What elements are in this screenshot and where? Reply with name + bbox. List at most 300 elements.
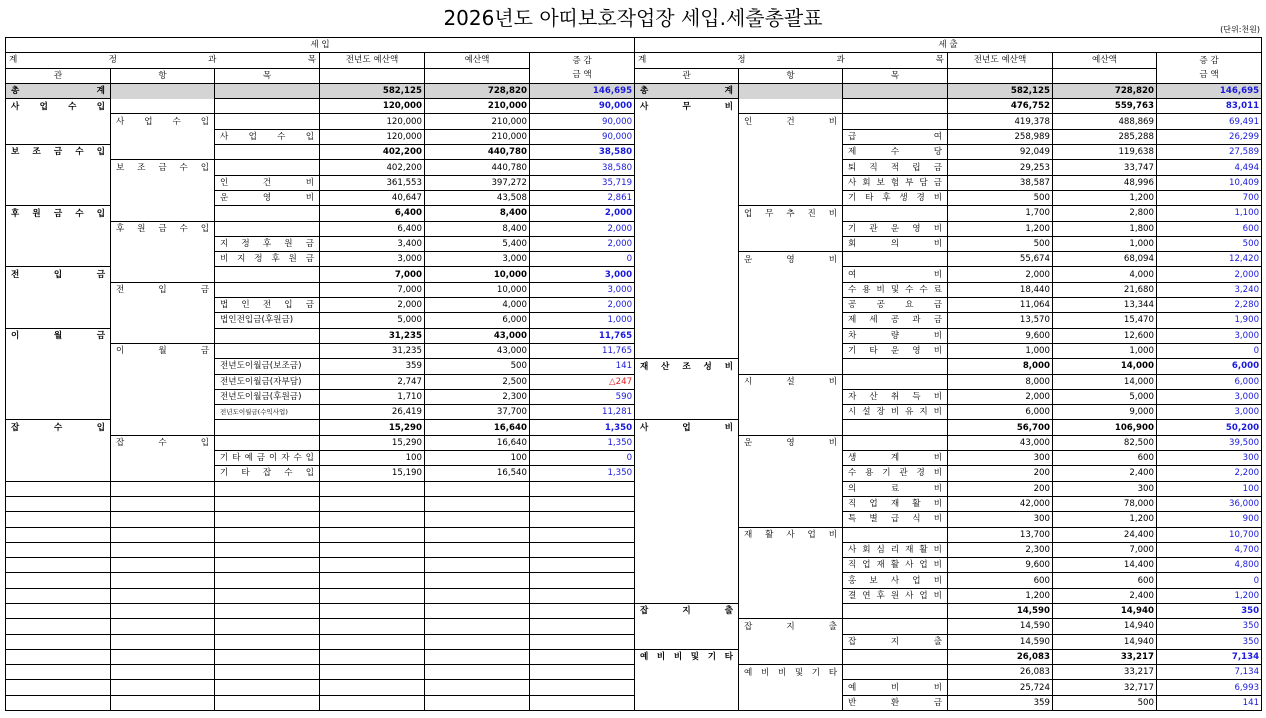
budget-cell: 43,000	[425, 343, 530, 358]
diff-cell: 3,000	[1157, 405, 1262, 420]
prev-budget-cell: 18,440	[948, 282, 1053, 297]
prev-budget-cell: 15,290	[320, 435, 425, 450]
gwan-cell	[635, 160, 739, 175]
mok-cell: 제 수 당	[843, 145, 948, 160]
header-row	[6, 53, 635, 68]
mok-cell	[843, 420, 948, 435]
hang-cell	[111, 328, 215, 343]
diff-cell: 11,281	[530, 405, 635, 420]
gwan-cell	[635, 542, 739, 557]
empty-cell	[6, 603, 111, 618]
mok-cell: 특 별 급 식 비	[843, 512, 948, 527]
diff-cell: 300	[1157, 451, 1262, 466]
prev-budget-cell: 13,700	[948, 527, 1053, 542]
budget-cell: 14,940	[1053, 634, 1157, 649]
empty-cell	[6, 512, 111, 527]
gwan-cell	[635, 435, 739, 450]
gwan-cell: 예 비 비 및 기 타	[635, 649, 739, 664]
hang-cell	[739, 634, 843, 649]
empty-cell	[111, 603, 215, 618]
mok-cell	[215, 160, 320, 175]
prev-budget-cell: 31,235	[320, 328, 425, 343]
empty-row	[6, 558, 635, 573]
budget-cell: 1,800	[1053, 221, 1157, 236]
mok-cell: 직 업 재 활 비	[843, 496, 948, 511]
budget-cell: 3,000	[425, 252, 530, 267]
hang-cell	[739, 145, 843, 160]
diff-cell: 6,000	[1157, 374, 1262, 389]
prev-budget-cell: 2,000	[320, 298, 425, 313]
diff-cell: 2,280	[1157, 298, 1262, 313]
mok-cell: 여 비	[843, 267, 948, 282]
prev-budget-cell: 582,125	[320, 83, 425, 98]
mok-cell: 사 업 수 입	[215, 129, 320, 144]
budget-cell: 728,820	[1053, 83, 1157, 98]
hang-cell	[739, 405, 843, 420]
budget-cell: 8,400	[425, 221, 530, 236]
budget-cell: 43,508	[425, 190, 530, 205]
diff-cell: 2,000	[530, 206, 635, 221]
section-header-row	[6, 38, 635, 53]
gwan-cell	[635, 512, 739, 527]
empty-cell	[215, 634, 320, 649]
empty-cell	[6, 558, 111, 573]
table-row	[635, 160, 1262, 175]
empty-cell	[320, 665, 425, 680]
gwan-cell	[6, 466, 111, 481]
prev-budget-cell: 6,000	[948, 405, 1053, 420]
hang-cell	[739, 343, 843, 358]
budget-cell: 559,763	[1053, 99, 1157, 114]
gwan-cell	[6, 374, 111, 389]
hang-cell	[739, 649, 843, 664]
diff-cell: 2,000	[530, 298, 635, 313]
gwan-cell	[635, 481, 739, 496]
gwan-cell	[6, 451, 111, 466]
empty-cell	[320, 496, 425, 511]
empty-cell	[111, 481, 215, 496]
table-row	[635, 527, 1262, 542]
gwan-cell: 후 원 금 수 입	[6, 206, 111, 221]
gwan-cell	[635, 466, 739, 481]
budget-cell: 2,400	[1053, 466, 1157, 481]
prev-budget-cell: 600	[948, 573, 1053, 588]
diff-cell: 141	[1157, 695, 1262, 710]
budget-cell: 82,500	[1053, 435, 1157, 450]
table-row	[635, 496, 1262, 511]
mok-cell: 수 용 기 관 경 비	[843, 466, 948, 481]
gwan-cell	[635, 665, 739, 680]
gwan-cell: 사 업 수 입	[6, 99, 111, 114]
mok-cell: 기 관 운 영 비	[843, 221, 948, 236]
hang-cell	[739, 129, 843, 144]
hang-cell	[111, 405, 215, 420]
budget-cell: 100	[425, 451, 530, 466]
diff-cell: 0	[530, 252, 635, 267]
gwan-cell	[635, 680, 739, 695]
prev-budget-cell: 200	[948, 466, 1053, 481]
header-row	[635, 53, 1262, 68]
budget-cell: 16,640	[425, 420, 530, 435]
gwan-cell: 잡 지 출	[635, 603, 739, 618]
gwan-cell	[635, 405, 739, 420]
budget-cell: 2,800	[1053, 206, 1157, 221]
empty-cell	[425, 573, 530, 588]
empty-cell	[320, 695, 425, 710]
diff-cell: △247	[530, 374, 635, 389]
prev-budget-cell: 11,064	[948, 298, 1053, 313]
mok-cell: 사 회 보 험 부 담 금	[843, 175, 948, 190]
diff-cell: 2,000	[1157, 267, 1262, 282]
hang-cell	[739, 680, 843, 695]
budget-cell: 33,217	[1053, 649, 1157, 664]
gwan-cell: 잡 수 입	[6, 420, 111, 435]
hang-cell	[739, 83, 843, 98]
empty-row	[6, 680, 635, 695]
mok-cell	[215, 267, 320, 282]
table-row	[635, 389, 1262, 404]
table-row	[635, 649, 1262, 664]
empty-cell	[425, 619, 530, 634]
empty-cell	[530, 680, 635, 695]
prev-budget-cell: 6,400	[320, 206, 425, 221]
budget-cell: 488,869	[1053, 114, 1157, 129]
account-header-char: 정	[737, 55, 746, 66]
prev-budget-cell: 300	[948, 512, 1053, 527]
hang-cell	[111, 129, 215, 144]
mok-cell: 전년도이월금(후원금)	[215, 389, 320, 404]
budget-cell: 300	[1053, 481, 1157, 496]
gwan-cell	[635, 114, 739, 129]
empty-cell	[215, 527, 320, 542]
empty-cell	[6, 634, 111, 649]
table-row	[6, 206, 635, 221]
diff-cell: 3,000	[1157, 389, 1262, 404]
gwan-cell	[6, 282, 111, 297]
prev-budget-cell: 1,700	[948, 206, 1053, 221]
empty-row	[6, 603, 635, 618]
gwan-cell	[635, 145, 739, 160]
mok-cell	[215, 99, 320, 114]
diff-cell: 1,350	[530, 420, 635, 435]
empty-cell	[530, 649, 635, 664]
hang-cell: 보 조 금 수 입	[111, 160, 215, 175]
account-header-char: 목	[935, 55, 944, 66]
hang-cell	[111, 420, 215, 435]
gwan-cell: 재 산 조 성 비	[635, 359, 739, 374]
empty-cell	[6, 695, 111, 710]
table-row	[6, 435, 635, 450]
diff-cell: 3,240	[1157, 282, 1262, 297]
table-row	[635, 619, 1262, 634]
diff-cell: 0	[1157, 343, 1262, 358]
empty-cell	[111, 496, 215, 511]
diff-cell: 146,695	[530, 83, 635, 98]
diff-cell: 350	[1157, 603, 1262, 618]
diff-cell: 500	[1157, 236, 1262, 251]
budget-cell: 14,400	[1053, 558, 1157, 573]
budget-cell: 600	[1053, 573, 1157, 588]
gwan-cell	[6, 252, 111, 267]
table-row	[635, 451, 1262, 466]
hang-cell	[739, 160, 843, 175]
hang-cell	[111, 99, 215, 114]
gwan-cell	[635, 129, 739, 144]
table-row	[6, 83, 635, 98]
empty-cell	[425, 542, 530, 557]
table-row	[6, 190, 635, 205]
mok-cell	[215, 420, 320, 435]
diff-cell: 100	[1157, 481, 1262, 496]
budget-cell: 4,000	[1053, 267, 1157, 282]
prev-budget-cell: 1,200	[948, 588, 1053, 603]
hang-cell	[111, 190, 215, 205]
prev-budget-cell: 40,647	[320, 190, 425, 205]
diff-cell: 35,719	[530, 175, 635, 190]
table-row	[6, 145, 635, 160]
diff-cell: 0	[1157, 573, 1262, 588]
budget-cell: 14,940	[1053, 619, 1157, 634]
gwan-cell	[635, 558, 739, 573]
budget-subheader	[425, 68, 530, 83]
budget-header: 예산액	[425, 53, 530, 68]
gwan-cell	[635, 619, 739, 634]
table-row	[635, 481, 1262, 496]
empty-cell	[215, 512, 320, 527]
budget-cell: 397,272	[425, 175, 530, 190]
empty-row	[6, 619, 635, 634]
diff-cell: 1,100	[1157, 206, 1262, 221]
prev-budget-cell: 361,553	[320, 175, 425, 190]
diff-cell: 1,200	[1157, 588, 1262, 603]
empty-cell	[215, 619, 320, 634]
hang-cell	[739, 588, 843, 603]
budget-cell: 210,000	[425, 129, 530, 144]
table-row	[635, 665, 1262, 680]
table-row	[6, 114, 635, 129]
empty-cell	[530, 634, 635, 649]
gwan-cell	[635, 496, 739, 511]
prev-budget-cell: 9,600	[948, 328, 1053, 343]
prev-budget-cell: 13,570	[948, 313, 1053, 328]
empty-cell	[530, 496, 635, 511]
hang-cell: 운 영 비	[739, 252, 843, 267]
prev-budget-cell: 5,000	[320, 313, 425, 328]
diff-cell: 1,000	[530, 313, 635, 328]
prev-budget-cell: 2,300	[948, 542, 1053, 557]
diff-cell: 90,000	[530, 129, 635, 144]
empty-cell	[6, 665, 111, 680]
hang-header: 항	[111, 68, 215, 83]
diff-cell: 350	[1157, 619, 1262, 634]
hang-cell	[111, 466, 215, 481]
section-title: 세 출	[635, 38, 1262, 53]
diff-cell: 3,000	[530, 267, 635, 282]
table-row	[6, 389, 635, 404]
budget-cell: 15,470	[1053, 313, 1157, 328]
empty-cell	[111, 558, 215, 573]
hang-cell: 업 무 추 진 비	[739, 206, 843, 221]
table-row	[6, 99, 635, 114]
diff-cell: 2,200	[1157, 466, 1262, 481]
mok-cell: 인 건 비	[215, 175, 320, 190]
account-header-char: 목	[307, 55, 316, 66]
table-row	[635, 129, 1262, 144]
hang-cell	[739, 573, 843, 588]
amount-header: 금 액	[530, 68, 635, 83]
prev-budget-cell: 9,600	[948, 558, 1053, 573]
empty-cell	[215, 649, 320, 664]
empty-cell	[530, 603, 635, 618]
prev-budget-cell: 14,590	[948, 619, 1053, 634]
hang-cell: 예 비 비 및 기 타	[739, 665, 843, 680]
mok-cell	[215, 83, 320, 98]
empty-cell	[215, 603, 320, 618]
gwan-cell: 이 월 금	[6, 328, 111, 343]
empty-row	[6, 573, 635, 588]
diff-cell: 7,134	[1157, 649, 1262, 664]
mok-cell: 생 계 비	[843, 451, 948, 466]
hang-cell	[739, 298, 843, 313]
hang-cell	[739, 558, 843, 573]
budget-cell: 1,000	[1053, 343, 1157, 358]
empty-row	[6, 588, 635, 603]
prev-budget-cell: 26,083	[948, 665, 1053, 680]
prev-budget-cell: 56,700	[948, 420, 1053, 435]
budget-cell: 5,000	[1053, 389, 1157, 404]
budget-cell: 4,000	[425, 298, 530, 313]
mok-cell: 전년도이월금(보조금)	[215, 359, 320, 374]
empty-cell	[425, 634, 530, 649]
hang-cell	[739, 389, 843, 404]
prev-budget-cell: 8,000	[948, 374, 1053, 389]
mok-cell	[843, 114, 948, 129]
diff-cell: 3,000	[530, 282, 635, 297]
account-header-char: 과	[208, 55, 217, 66]
prev-budget-cell: 359	[320, 359, 425, 374]
budget-cell: 1,000	[1053, 236, 1157, 251]
gwan-cell	[635, 252, 739, 267]
hang-cell	[111, 451, 215, 466]
gwan-cell	[6, 389, 111, 404]
hang-cell: 잡 지 출	[739, 619, 843, 634]
mok-cell: 회 의 비	[843, 236, 948, 251]
mok-cell: 지 정 후 원 금	[215, 236, 320, 251]
hang-cell	[111, 236, 215, 251]
budget-cell: 600	[1053, 451, 1157, 466]
prev-budget-cell: 6,400	[320, 221, 425, 236]
diff-cell: 4,494	[1157, 160, 1262, 175]
diff-header: 증 감	[1157, 53, 1262, 68]
diff-cell: 10,700	[1157, 527, 1262, 542]
mok-cell: 예 비 비	[843, 680, 948, 695]
prev-budget-cell: 1,710	[320, 389, 425, 404]
diff-cell: 7,134	[1157, 665, 1262, 680]
mok-cell: 시 설 장 비 유 지 비	[843, 405, 948, 420]
prev-budget-cell: 1,000	[948, 343, 1053, 358]
mok-cell: 법 인 전 입 금	[215, 298, 320, 313]
diff-cell: 700	[1157, 190, 1262, 205]
hang-cell	[739, 236, 843, 251]
empty-cell	[111, 619, 215, 634]
gwan-cell	[635, 451, 739, 466]
table-row	[6, 129, 635, 144]
diff-cell: 11,765	[530, 328, 635, 343]
empty-cell	[530, 619, 635, 634]
account-header-char: 계	[9, 55, 18, 66]
hang-cell	[739, 328, 843, 343]
mok-cell: 전년도이월금(수익사업)	[215, 405, 320, 420]
empty-cell	[425, 588, 530, 603]
gwan-cell	[6, 359, 111, 374]
section-title: 세 입	[6, 38, 635, 53]
gwan-cell	[6, 405, 111, 420]
prev-budget-cell: 25,724	[948, 680, 1053, 695]
hang-cell	[111, 389, 215, 404]
table-row	[6, 160, 635, 175]
budget-cell: 2,400	[1053, 588, 1157, 603]
table-row	[635, 206, 1262, 221]
prev-budget-cell: 8,000	[948, 359, 1053, 374]
mok-header: 목	[843, 68, 948, 83]
prev-budget-cell: 7,000	[320, 267, 425, 282]
empty-row	[6, 542, 635, 557]
budget-cell: 440,780	[425, 160, 530, 175]
empty-cell	[320, 558, 425, 573]
gwan-cell	[6, 175, 111, 190]
hang-cell	[739, 267, 843, 282]
gwan-cell	[635, 236, 739, 251]
diff-cell: 39,500	[1157, 435, 1262, 450]
empty-cell	[425, 695, 530, 710]
mok-cell	[843, 649, 948, 664]
empty-cell	[6, 573, 111, 588]
prev-budget-cell: 38,587	[948, 175, 1053, 190]
hang-cell	[739, 282, 843, 297]
section-header-row	[635, 38, 1262, 53]
mok-cell	[843, 252, 948, 267]
empty-cell	[6, 649, 111, 664]
hang-cell	[111, 313, 215, 328]
empty-cell	[215, 588, 320, 603]
budget-cell: 14,940	[1053, 603, 1157, 618]
hang-cell: 전 입 금	[111, 282, 215, 297]
empty-cell	[6, 680, 111, 695]
subheader-row	[6, 68, 635, 83]
budget-cell: 16,640	[425, 435, 530, 450]
mok-cell: 잡 지 출	[843, 634, 948, 649]
prev-budget-header: 전년도 예산액	[320, 53, 425, 68]
mok-cell: 홍 보 사 업 비	[843, 573, 948, 588]
table-row	[635, 145, 1262, 160]
diff-cell: 590	[530, 389, 635, 404]
gwan-header: 관	[635, 68, 739, 83]
mok-cell	[843, 359, 948, 374]
table-row	[635, 83, 1262, 98]
mok-cell: 전년도이월금(자부담)	[215, 374, 320, 389]
diff-cell: 10,409	[1157, 175, 1262, 190]
empty-cell	[425, 649, 530, 664]
diff-cell: 2,861	[530, 190, 635, 205]
budget-cell: 1,200	[1053, 190, 1157, 205]
diff-cell: 38,580	[530, 145, 635, 160]
budget-cell: 5,400	[425, 236, 530, 251]
empty-cell	[425, 558, 530, 573]
table-row	[635, 573, 1262, 588]
diff-cell: 0	[530, 451, 635, 466]
mok-cell: 법인전입금(후원금)	[215, 313, 320, 328]
page-title: 2026년도 아띠보호작업장 세입.세출총괄표	[443, 6, 823, 30]
